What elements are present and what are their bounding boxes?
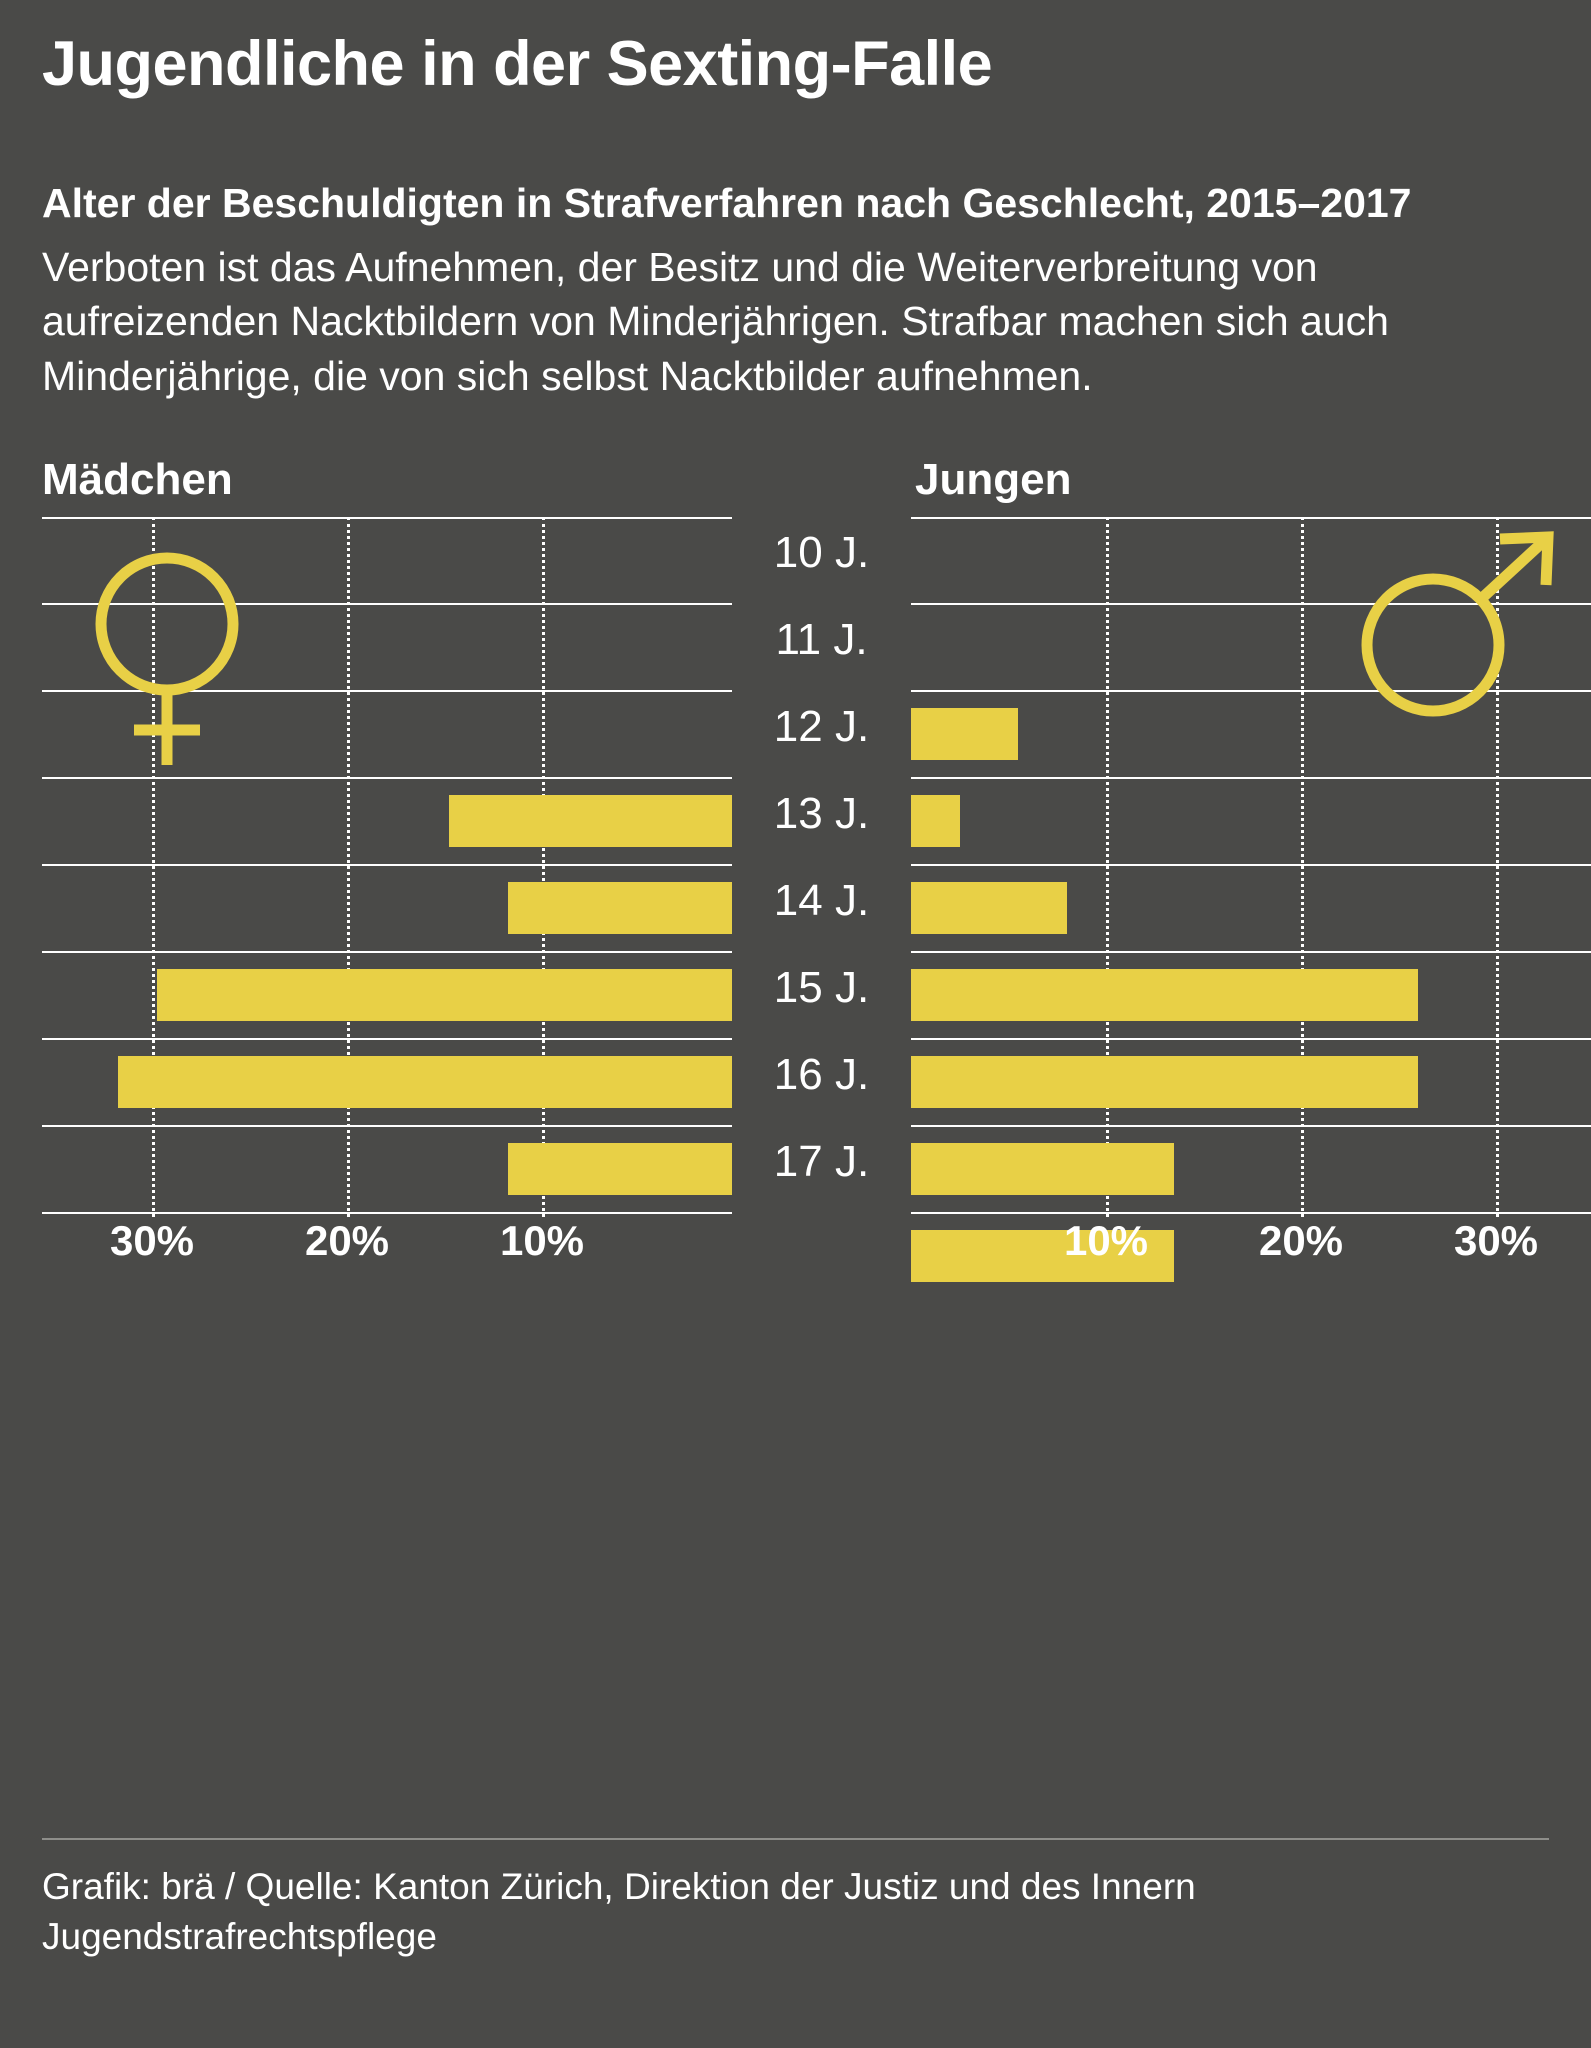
bar-boys-11 [911, 708, 1018, 760]
gridline-h [42, 1038, 732, 1040]
bar-girls-16 [508, 1143, 732, 1195]
bar-girls-12 [449, 795, 732, 847]
tick-label: 20% [304, 1217, 390, 1265]
gridline-v-30 [152, 517, 155, 1217]
gridline-h [911, 777, 1591, 779]
gridline-h [42, 777, 732, 779]
gridline-h [911, 951, 1591, 953]
tick-label: 30% [1453, 1217, 1539, 1265]
gridline-h [42, 1212, 732, 1214]
bar-boys-12 [911, 795, 960, 847]
tick-label: 30% [109, 1217, 195, 1265]
source-note: Grafik: brä / Quelle: Kanton Zürich, Direktion der Justiz und des Innern Jugendstrafrechtspflege [42, 1866, 1196, 1957]
gridline-v-10 [542, 517, 545, 1217]
gridline-v-10 [1106, 517, 1109, 1217]
bar-boys-14 [911, 969, 1418, 1021]
axis-labels-girls [42, 1217, 732, 1277]
gridline-h [911, 690, 1591, 692]
chart-area [42, 455, 1549, 1275]
gridline-h [42, 690, 732, 692]
bar-girls-15 [118, 1056, 732, 1108]
age-label: 17 J. [773, 1137, 870, 1187]
age-label: 16 J. [773, 1050, 870, 1100]
tick-label: 10% [1063, 1217, 1149, 1265]
gridline-h [42, 951, 732, 953]
bar-boys-16 [911, 1143, 1174, 1195]
age-labels [732, 517, 911, 1217]
panel-title-boys: Jungen [915, 455, 1072, 505]
age-label: 12 J. [773, 702, 870, 752]
panel-title-girls: Mädchen [42, 455, 233, 505]
bar-girls-13 [508, 882, 732, 934]
footer-divider [42, 1838, 1549, 1840]
gridline-h [42, 603, 732, 605]
gridline-h [911, 603, 1591, 605]
age-label: 15 J. [773, 963, 870, 1013]
bar-boys-15 [911, 1056, 1418, 1108]
male-symbol [1348, 527, 1573, 727]
age-label: 11 J. [775, 615, 868, 665]
chart-description: Verboten ist das Aufnehmen, der Besitz und die Weiterverbreitung von aufreizenden Nacktbildern von Minderjährigen. Strafbar machen sich auch Minderjährige, die von sich selbst Nacktbilder aufnehmen. [42, 243, 1389, 399]
chart-subtitle: Alter der Beschuldigten in Strafverfahren nach Geschlecht, 2015–2017 [42, 180, 1412, 227]
bar-girls-14 [157, 969, 732, 1021]
bar-boys-13 [911, 882, 1067, 934]
page-title: Jugendliche in der Sexting-Falle [42, 29, 993, 99]
tick-label: 10% [499, 1217, 585, 1265]
gridline-v-30 [1496, 517, 1499, 1217]
gridline-h [911, 864, 1591, 866]
axis-labels-boys [911, 1217, 1591, 1277]
gridline-v-20 [1301, 517, 1304, 1217]
female-symbol [90, 547, 280, 777]
gridline-h [42, 517, 732, 519]
plot-boys [911, 517, 1591, 1217]
gridline-h [911, 1212, 1591, 1214]
age-label: 10 J. [773, 528, 870, 578]
gridline-h [911, 1125, 1591, 1127]
age-label: 14 J. [773, 876, 870, 926]
gridline-h [911, 517, 1591, 519]
plot-girls [42, 517, 732, 1217]
age-label: 13 J. [773, 789, 870, 839]
gridline-h [911, 1038, 1591, 1040]
gridline-h [42, 1125, 732, 1127]
gridline-h [42, 864, 732, 866]
gridline-v-20 [347, 517, 350, 1217]
tick-label: 20% [1258, 1217, 1344, 1265]
